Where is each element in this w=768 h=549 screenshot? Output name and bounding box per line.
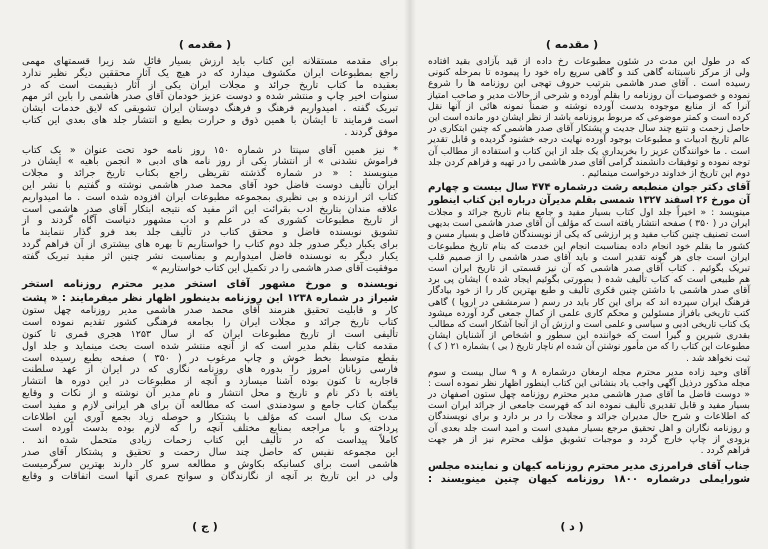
text-line: که در طول این مدت در شئون مطبوعات رخ داده از قید بآزادی بقید افتاده xyxy=(428,56,750,67)
heading-line: آقای دکتر جوان منطبعه رشت درشماره ۴۷۴ سال بیست و چهارم xyxy=(428,182,750,194)
text-line: بعقیده ما کتاب تاریخ جرائد و مجلات ایران یکی از آثار ذیقیمت است که در xyxy=(22,79,398,91)
text-line: موفق گردند . xyxy=(344,126,398,138)
heading-line: شورایملی درشماره ۱۸۰۰ روزنامه کیهان چنین مینویسند : xyxy=(428,474,750,486)
text-line: برای یکبار دیگر صدور جلد دوم کتاب را خواستاریم تا بهره های بیشتری از آن فراهم گردد xyxy=(22,238,398,250)
text-line: یکبار دیگر به نویسنده فاضل امیدواریم و بمناسبت نشر چنین اثر مفید تبریک گفته xyxy=(22,250,398,262)
text-line: ایران است جای هر گونه تقدیر است و باید آقای صدر هاشمی را از صمیم قلب xyxy=(428,251,750,263)
text-line: دوم این تاریخ از خداوند درخواست مینمائیم . xyxy=(581,167,750,179)
text-line: کاملاً پیداست که در تألیف این کتاب زحمات زیادی متحمل شده اند . xyxy=(22,435,398,447)
text-line: یک کتاب تاریخی ادبی و سیاسی و علمی است و ارزش آن از آنجا آشکار است که مطالب xyxy=(428,318,750,330)
text-line: هاشمی است برای کسانیکه بکاوش و مطالعه سرو کار دارند بهترین سرگرمیست xyxy=(22,458,398,470)
left-page-text xyxy=(22,56,398,482)
text-line: فراهم گردد . xyxy=(700,445,750,456)
text-line: * نیز همین آقای سپنتا در شماره ۱۵۰ روز نامه خود تحت عنوان « یک کتاب xyxy=(22,144,398,156)
text-line: کتب تاریخی بافراز مسئولین و محکم کاری علمی از کمال جمعی گرد آورده میشود xyxy=(428,307,750,319)
text-line: ایران در ( ۳۵۰ ) صفحه انتشار یافته است که مؤلف آن آقای صدر هاشمی است بدیهی xyxy=(427,218,750,230)
text-line: است فرمایند تا ایشان با همین ذوق و حرارت بطبع و انتشار جلد های بعدی این کتاب xyxy=(22,114,398,126)
text-line: مینویسد : « اخیراً جلد اول کتاب بسیار مفید و جامع بنام تاریخ جرائد و مجلات xyxy=(428,207,750,219)
page-gutter xyxy=(404,0,416,549)
text-line: راجع بمطبوعات ایران مکشوف میدارد که در هیچ یک آثار محققین دیگر نظیر ندارد xyxy=(22,67,398,79)
heading-line: آن مورخ ۲۶ اسفند ۱۳۲۷ شمسی بقلم مدیرآن درباره این کتاب اینطور xyxy=(428,195,750,207)
text-line: کرده است و کمتر موضوعی که مربوط بروزنامه باشد از نظر ایشان دور مانده است این xyxy=(428,111,750,123)
text-line: که اطلاعات و شرح حال مدیران جرائد و مجلات را در بر دارد و برای نویسندگان xyxy=(428,411,750,423)
text-line: مقدمه کتاب بقلم مدیر است که از آنچه منتشر شده است بحث مینماید و جلد اول xyxy=(22,340,398,352)
text-line: مدت یک سال است که مؤلف با پشتکار و حوصله زیاد بجمع آوری این اطلاعات xyxy=(22,411,398,423)
text-line: مینویسند : « در شماره گذشته تقریظی راجع بکتاب تاریخ جرائد و مجلات xyxy=(22,168,398,180)
text-line: برای مقدمه مستقلانه این کتاب باید ارزش بسیار قائل شد زیرا قسمتهای مهمی xyxy=(22,56,398,67)
text-line: موفقیت آقای صدر هاشمی را در تکمیل این کتاب خواستاریم » xyxy=(151,262,398,274)
text-line: علاقه مندان بتاریخ ادب بقرائت این اثر مفید که نتیجه ابتکار آقای صدر هاشمی است xyxy=(22,203,398,215)
text-line: تشویق نویسنده فاضل و محقق کتاب در تألیف جلد بعد فرو گذار ننمایند ما xyxy=(22,227,398,239)
text-line: بیگمان کتاب جامع و سودمندی است که مطالعه آن برای هر ایرانی لازم و مفید است xyxy=(22,399,398,411)
text-line: بقدری شیرین و گیرا است که خواننده این سطور و اشخاص از آشنایان ایشان xyxy=(428,330,750,342)
text-line: تبریک بگوئیم . کتاب آقای صدر هاشمی که آن نیز قسمتی از تاریخ ایران است xyxy=(428,263,750,274)
text-line: بسیار مفید و قابل تقدیری تألیف نموده اند که فهرست جامعی از جرائد ایران است xyxy=(428,400,750,412)
text-line: عالم تاریخ ادبیات و مطبوعات بوجود آورده نهایت درجه خشنود گردیده و قابل تقدیر xyxy=(428,134,750,146)
text-line: هم طبیعی است که کتاب تألیف شده ( بصورتی بگوئیم ایجاد شده ) ایشان پی برد xyxy=(428,274,750,286)
text-line: مطبوعات این کتاب را که من مأمور نوشتن آن شده ام ناچار تاریخ ( بی ) بشماره ۲۱ ( ک ) xyxy=(427,341,750,353)
text-line: ولی از مرکز ناسبتانه گاهی کند و گاهی سریع راه خود را پیموده تا بمرحله کنونی xyxy=(428,67,750,79)
right-page-number: ( د ) xyxy=(560,520,584,533)
text-line: رسیده است . آقای صدر هاشمی بترتیب حروف تهجی این روزنامه ها را شروع xyxy=(428,78,750,90)
heading-line: نویسنده و مورخ مشهور آقای استخر مدیر محترم روزنامه استخر xyxy=(22,279,398,291)
text-line: بزودی از چاپ خارج گردد و موجبات تشویق مؤلف محترم نیز از هر جهت xyxy=(428,433,750,445)
text-line: فارسی زبانان امروز را بدوره های روزنامه نگاری که در ایران از عهد سلطنت xyxy=(22,364,398,376)
text-line: کشور ما بقلم خود انجام داده بمناسبت انجام این خدمت که بنام تاریخ مطبوعات xyxy=(428,240,750,252)
text-line: « دوست فاضل ما آقای صدر هاشمی مدیر محترم روزنامه چهل ستون اصفهان در xyxy=(428,389,750,401)
text-line: کتاب تاریخ جرائد و مجلات ایران را بجامعه فرهنگی کشور تقدیم نموده است xyxy=(22,317,398,329)
right-page-header: ( مقدمه ) xyxy=(545,38,599,51)
text-line: فرهنگ ایران سپرده اند که برای این کار باید در رسم ( سرمشقی در اروپا ) گاهی xyxy=(428,296,750,308)
text-line: از تاریخ مطبوعات کشوری که در علم و ادب مشهور دنیاست آگاه گردند و از xyxy=(22,215,398,227)
text-line: آقای وحید زاده مدیر محترم مجله ارمغان درشماره ۸ و ۹ سال بیست و سوم xyxy=(428,366,750,378)
text-line: کار و قابلیت تحقیق هنرمند آقای محمد صدر هاشمی مدیر روزنامه چهل ستون xyxy=(22,305,398,317)
text-line: ولی در این تاریخ بر آنچه از نگارندگان و سوانح عمری آنها است اتفاقات و وقایع xyxy=(22,470,398,482)
text-line: تألیفی است از تاریخ مطبوعات ایران که از سال ۱۲۵۳ هجری قمری تا کنون xyxy=(22,328,398,340)
text-line: یافته با ذکر نام و تاریخ و محل انتشار و نام مدیر آن نوشته و از نکات و وقایع xyxy=(22,387,398,399)
left-page-number: ( ج ) xyxy=(192,520,218,533)
text-line: آقای صدر هاشمی با داشتن چنین فکری تألیف و طبع بهترین کار را از خود بیادگار xyxy=(428,285,750,297)
text-line: تبریک گفته . امیدواریم فرهنگ و فرهنگ دوستان ایران تشویقی که لایق خدمات ایشان xyxy=(22,103,398,115)
text-line: سنوات اخیر چاپ و منتشر شده و دوست عزیز خودمان آقای صدر هاشمی را باین اثر مهم xyxy=(22,91,398,103)
text-line: است تصنیف چنین کتاب مفید و پر ارزشی که یکی از نویسندگان فاضل و بسیار مسن و xyxy=(427,229,750,241)
text-line: توجه نموده و توفیقات دانشمند گرامی آقای صدر هاشمی را در تهیه و فراهم کردن جلد xyxy=(428,156,750,168)
text-line: و روزنامه نگاران و اهل تحقیق مرجع بسیار مفیدی است و امید است جلد بعدی آن xyxy=(428,422,750,434)
text-line: است . ما خوانندگان عزیز را بخریداری یک جلد از این کتاب و استفاده از مطالب آن xyxy=(428,145,750,157)
text-line: مجله مذکور درذیل آگهی واجب یاد بنشانی این کتاب اینطور اظهار نظر نموده است : xyxy=(428,377,750,389)
heading-line: شیراز در شماره ۱۲۳۸ این روزنامه بدینطور اظهار نظر میفرمایند : « پشت xyxy=(22,292,398,304)
text-line: پرداخته و با مراجعه بمنابع مختلف آنچه را که لازم بوده بدست آورده است xyxy=(22,423,398,435)
text-line: آنرا که از منابع موجوده بدست آورده نوشته و ضمناً نمونه هائی از آنها نقل xyxy=(428,100,750,112)
text-line: فراموش نشدنی » از انتشار یکی از روز نامه های ادبی « انجمن باهیه » ایشان در xyxy=(22,156,398,168)
text-line: کتاب اثر ارزنده و بی نظیری بمجموعه مطبوعات ایران افزوده شده است . ما امیدواریم xyxy=(22,191,398,203)
heading-line: جناب آقای فرامرزی مدیر محترم روزنامه کیهان و نماینده مجلس xyxy=(428,461,750,473)
right-page-text xyxy=(428,56,750,486)
text-line: ثبت نخواهد شد . xyxy=(685,352,750,364)
text-line: نموده و خصوصیات آن روزنامه را بقلم آورده و شرحی از حالات مدیر و صاحب امتیاز xyxy=(428,89,750,101)
text-line: این مجموعه نفیس که حاصل چند سال زحمت و تحقیق و پشتکار آقای صدر xyxy=(22,446,398,458)
left-page-header: ( مقدمه ) xyxy=(178,38,232,51)
text-line: ایران تألیف دوست فاضل خود آقای محمد صدر هاشمی نوشته و گفتیم با نشر این xyxy=(22,179,398,191)
text-line: حاصل زحمت و تتبع چند سال جدیت و پشتکار آقای صدر هاشمی که چنین ابتکاری در xyxy=(428,123,750,135)
text-line: بقطع متوسط بخط خوش و چاپ مرغوب در ( ۳۵۰ ) صفحه بطبع رسیده است xyxy=(22,352,398,364)
text-line: قاجاریه تا کنون بوده آشنا میسازد و آنچه از مطبوعات در این دوره ها انتشار xyxy=(22,376,398,388)
